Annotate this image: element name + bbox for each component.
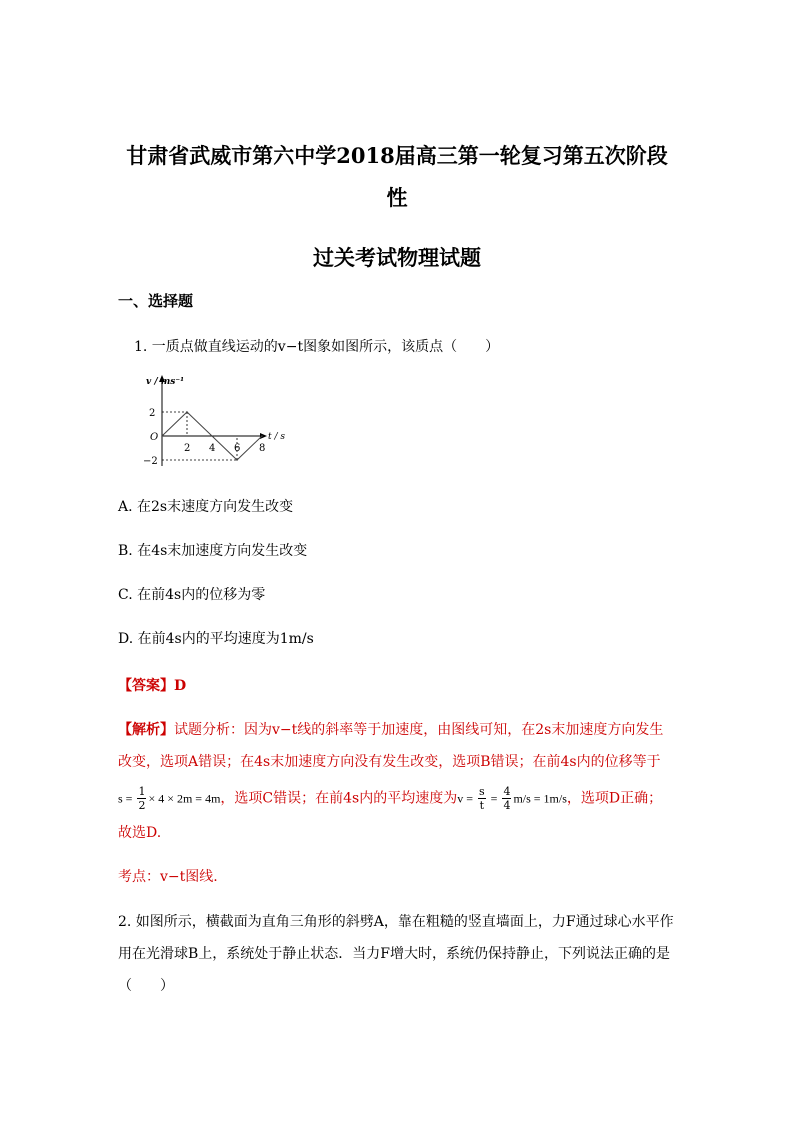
option-b: B. 在4s末加速度方向发生改变 xyxy=(118,543,308,559)
answer-value: D xyxy=(174,678,187,694)
option-d: D. 在前4s内的平均速度为1m/s xyxy=(118,631,314,647)
vt-graph xyxy=(140,372,290,472)
title-line-2: 性 xyxy=(386,185,408,210)
fraction-denominator: t xyxy=(479,799,485,812)
answer-label: 【答案】 xyxy=(118,678,174,694)
formula-v: v = xyxy=(457,791,477,806)
formula-s: s = xyxy=(118,791,136,806)
formula-result: m/s = 1m/s xyxy=(513,791,567,806)
formula-area: × 4 × 2m = 4m xyxy=(148,791,221,806)
x-axis-label: t / s xyxy=(268,432,285,442)
formula-equals: = xyxy=(487,791,501,806)
fraction-numerator: 4 xyxy=(503,785,511,798)
y-axis-label: v / ms⁻¹ xyxy=(146,377,185,387)
analysis-line-2: 改变，选项A错误；在4s末加速度方向没有发生改变，选项B错误；在前4s内的位移等于 xyxy=(118,754,661,770)
data-point xyxy=(161,435,163,437)
analysis-line-4: 故选D. xyxy=(118,825,162,841)
analysis-text-3-end: ，选项D正确； xyxy=(566,790,663,807)
fraction-numerator: 1 xyxy=(138,785,146,798)
kaodian: 考点：v−t图线. xyxy=(118,869,218,885)
x-tick-label: 4 xyxy=(209,443,216,454)
question-2-line-1: 2. 如图所示，横截面为直角三角形的斜劈A，靠在粗糙的竖直墙面上，力F通过球心水平作 xyxy=(118,914,674,930)
fraction-4-over-4 xyxy=(502,785,511,812)
fraction-s-over-t xyxy=(478,785,486,812)
data-point xyxy=(236,459,238,461)
y-tick-label: −2 xyxy=(143,456,158,467)
analysis-label: 【解析】 xyxy=(118,722,174,738)
x-tick-label: 2 xyxy=(184,443,191,454)
analysis-text-1: 试题分析：因为v−t线的斜率等于加速度，由图线可知，在2s末加速度方向发生 xyxy=(174,722,664,738)
option-a: A. 在2s末速度方向发生改变 xyxy=(118,499,294,515)
title-line-1: 甘肃省武威市第六中学2018届高三第一轮复习第五次阶段 xyxy=(126,143,668,168)
data-point xyxy=(261,435,263,437)
section-heading: 一、选择题 xyxy=(118,292,194,310)
title-line-3: 过关考试物理试题 xyxy=(313,245,481,270)
fraction-denominator: 2 xyxy=(138,799,146,812)
data-point xyxy=(211,435,213,437)
answer xyxy=(118,676,186,696)
analysis-line-3 xyxy=(118,785,662,812)
x-tick-label: 6 xyxy=(234,443,241,454)
fraction-numerator: s xyxy=(479,785,485,798)
origin-label: O xyxy=(150,432,159,443)
data-point xyxy=(186,411,188,413)
x-tick-label: 8 xyxy=(259,443,266,454)
question-2-line-3: （ ） xyxy=(118,978,174,994)
fraction-denominator: 4 xyxy=(503,799,511,812)
question-2-line-2: 用在光滑球B上，系统处于静止状态．当力F增大时，系统仍保持静止，下列说法正确的是 xyxy=(118,946,670,962)
y-tick-label: 2 xyxy=(149,408,156,419)
fraction-half xyxy=(137,785,146,812)
question-1-stem: 1. 一质点做直线运动的v−t图象如图所示，该质点（ ） xyxy=(134,339,500,355)
option-c: C. 在前4s内的位移为零 xyxy=(118,587,266,603)
x-axis-arrow xyxy=(260,433,267,439)
analysis-text-3: ，选项C错误；在前4s内的平均速度为 xyxy=(220,790,458,807)
analysis-line-1 xyxy=(118,720,663,740)
